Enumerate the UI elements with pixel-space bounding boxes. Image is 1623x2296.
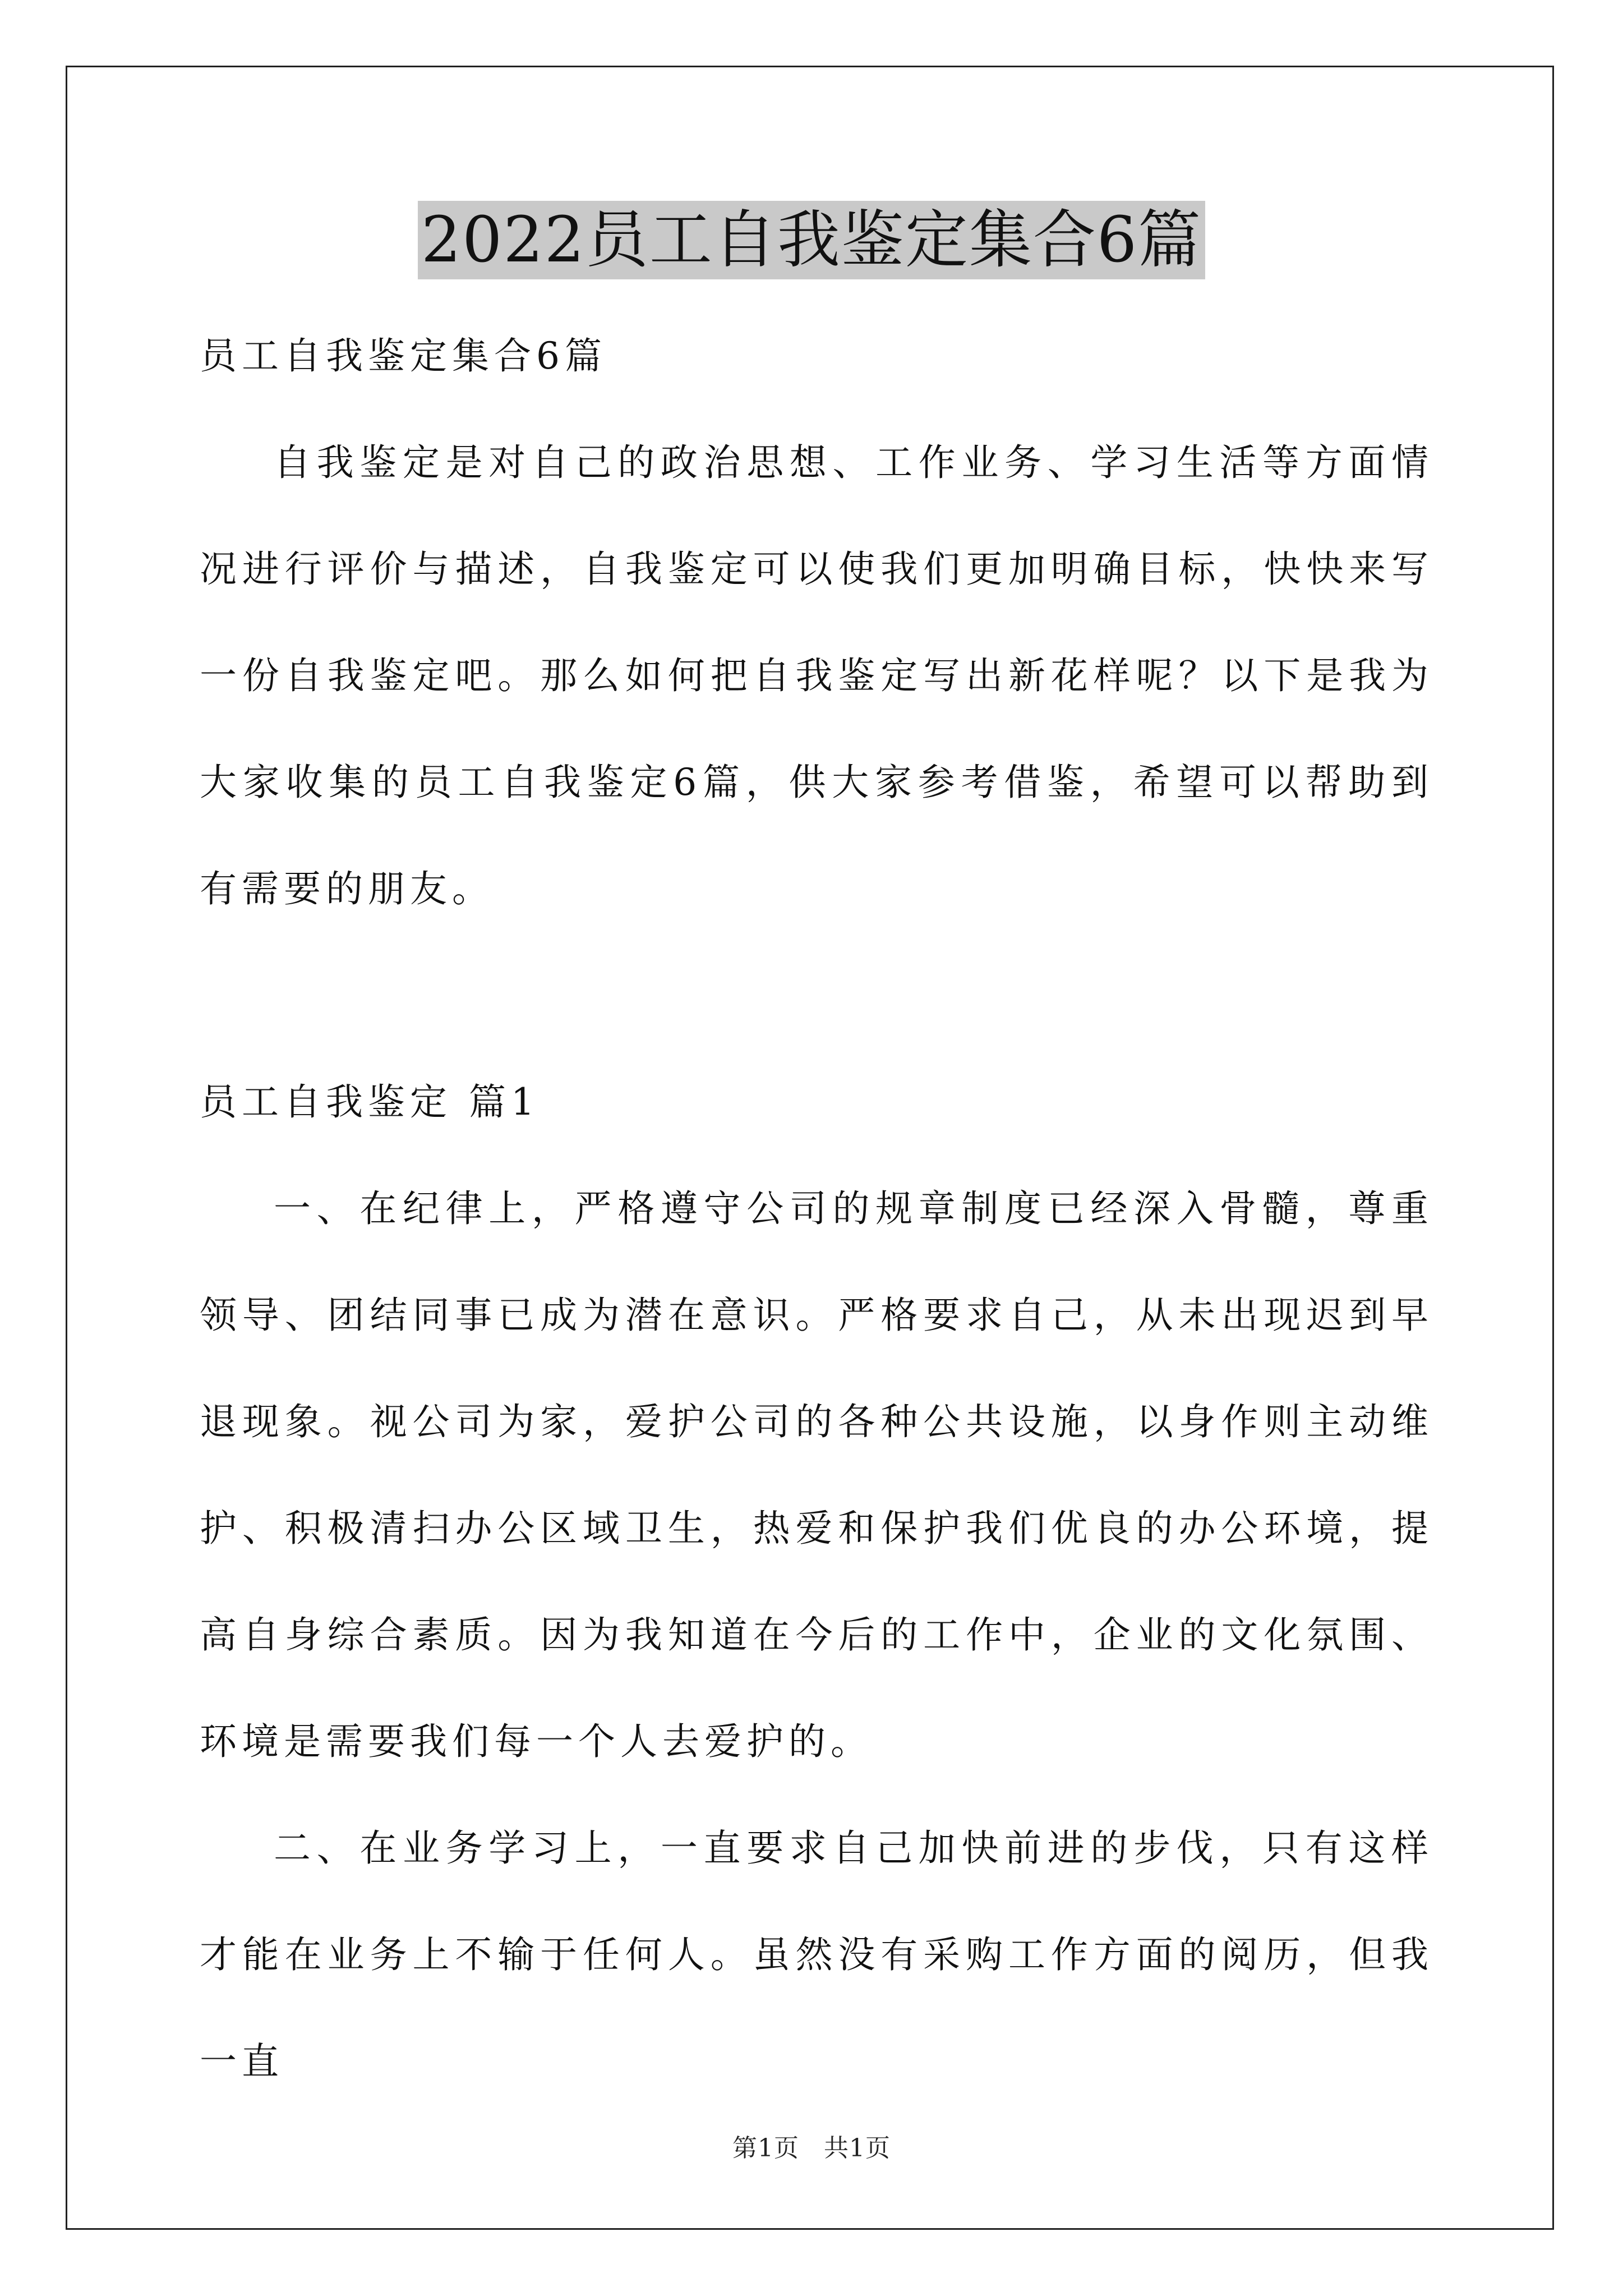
document-body: [200, 303, 1433, 2115]
intro-paragraph: 自我鉴定是对自己的政治思想、工作业务、学习生活等方面情况进行评价与描述，自我鉴定可以使我们更加明确目标，快快来写一份自我鉴定吧。那么如何把自我鉴定写出新花样呢？以下是我为大家收集的员工自我鉴定6篇，供大家参考借鉴，希望可以帮助到有需要的朋友。: [200, 441, 1433, 910]
page-footer: [0, 2132, 1623, 2165]
body-paragraph: 一、在纪律上，严格遵守公司的规章制度已经深入骨髓，尊重领导、团结同事已成为潜在意识。严格要求自己，从未出现迟到早退现象。视公司为家，爱护公司的各种公共设施，以身作则主动维护、积极清扫办公区域卫生，热爱和保护我们优良的办公环境，提高自身综合素质。因为我知道在今后的工作中，企业的文化氛围、环境是需要我们每一个人去爱护的。: [200, 1187, 1433, 1763]
title-container: [0, 201, 1623, 279]
section-spacer: [200, 942, 1433, 1049]
document-title: 2022员工自我鉴定集合6篇: [418, 201, 1205, 279]
body-paragraph: 二、在业务学习上，一直要求自己加快前进的步伐，只有这样才能在业务上不输于任何人。虽然没有采购工作方面的阅历，但我一直: [200, 1826, 1433, 2083]
page-total: 共1页: [824, 2134, 891, 2162]
document-subtitle: 员工自我鉴定集合6篇: [200, 334, 607, 378]
section-heading: 员工自我鉴定 篇1: [200, 1080, 540, 1124]
page-number: 第1页: [732, 2134, 799, 2162]
